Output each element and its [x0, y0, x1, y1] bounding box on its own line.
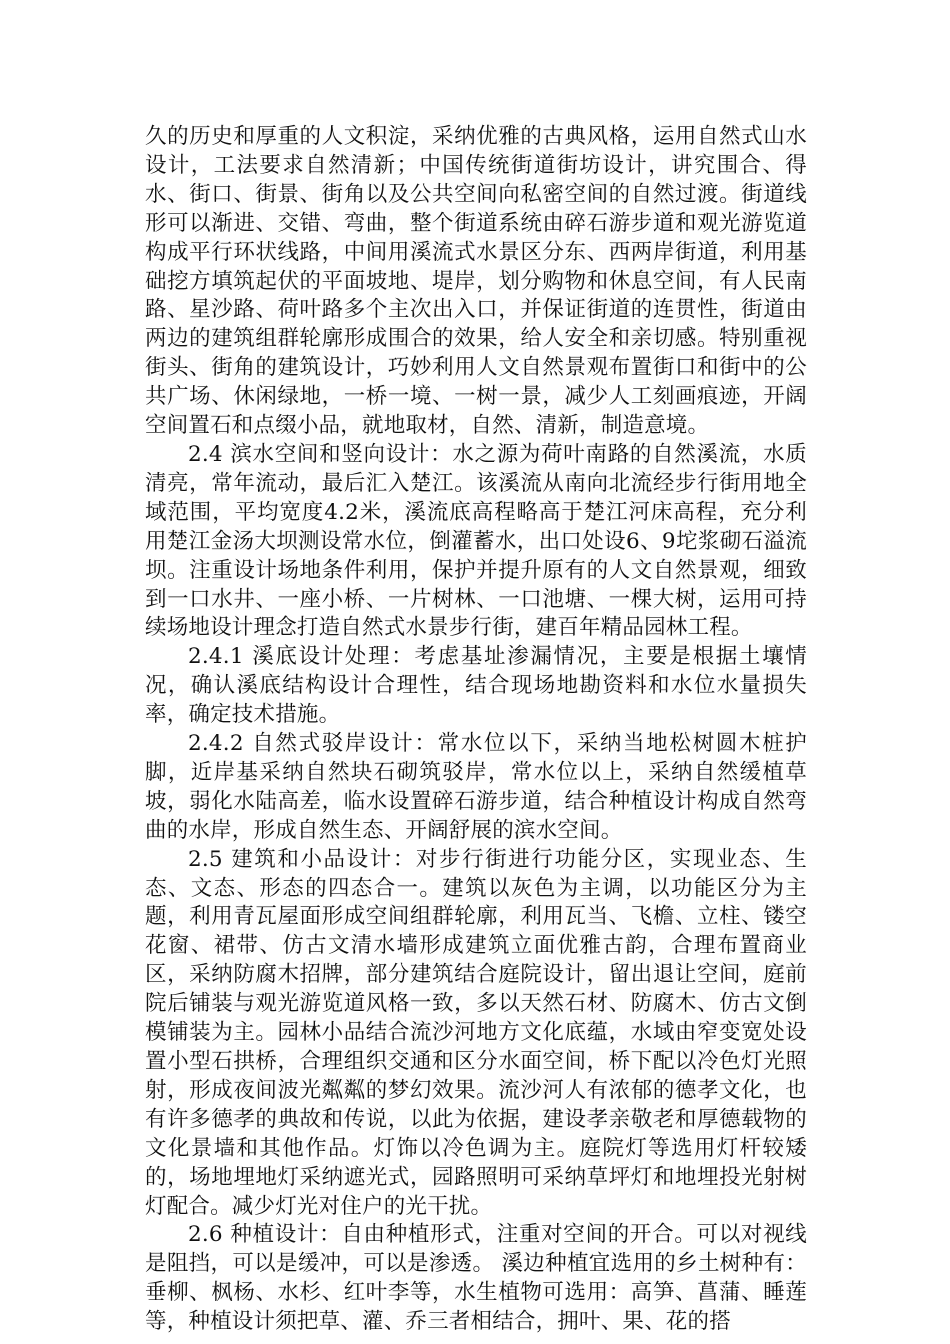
paragraph-2-4-2-revetment: 2.4.2 自然式驳岸设计：常水位以下，采纳当地松树圆木桩护脚，近岸基采纳自然块石砌筑驳岸，常水位以上，采纳自然缓植草坡，弱化水陆高差，临水设置碎石游步道，结合种植设计构成自然弯曲的水岸，形成自然生态、开阔舒展的滨水空间。: [145, 731, 807, 843]
paragraph-2-4-1-stream-bed: 2.4.1 溪底设计处理：考虑基址渗漏情况，主要是根据土壤情况，确认溪底结构设计合理性，结合现场地勘资料和水位水量损失率，确定技术措施。: [145, 644, 807, 728]
paragraph-2-4-waterfront-design: 2.4 滨水空间和竖向设计：水之源为荷叶南路的自然溪流，水质清亮，常年流动，最后汇入楚江。该溪流从南向北流经步行街用地全域范围，平均宽度4.2米，溪流底高程略高于楚江河床高程，充分利用楚江金汤大坝测设常水位，倒灌蓄水，出口处设6、9坨浆砌石溢流坝。注重设计场地条件利用，保护并提升原有的人文自然景观，细致到一口水井、一座小桥、一片树林、一口池塘、一棵大树，运用可持续场地设计理念打造自然式水景步行街，建百年精品园林工程。: [145, 441, 807, 641]
document-body: [145, 123, 807, 1337]
paragraph-2-5-architecture: 2.5 建筑和小品设计：对步行街进行功能分区，实现业态、生态、文态、形态的四态合一。建筑以灰色为主调，以功能区分为主题，利用青瓦屋面形成空间组群轮廓，利用瓦当、飞檐、立柱、镂空花窗、裙带、仿古文清水墙形成建筑立面优雅古韵，合理布置商业区，采纳防腐木招牌，部分建筑结合庭院设计，留出退让空间，庭前院后铺装与观光游览道风格一致，多以天然石材、防腐木、仿古文倒模铺装为主。园林小品结合流沙河地方文化底蕴，水域由窄变宽处设置小型石拱桥，合理组织交通和区分水面空间，桥下配以冷色灯光照射，形成夜间波光粼粼的梦幻效果。流沙河人有浓郁的德孝文化，也有许多德孝的典故和传说，以此为依据，建设孝亲敬老和厚德载物的文化景墙和其他作品。灯饰以冷色调为主。庭院灯等选用灯杆较矮的，场地埋地灯采纳遮光式，园路照明可采纳草坪灯和地埋投光射树灯配合。减少灯光对住户的光干扰。: [145, 846, 807, 1219]
paragraph-continued: 久的历史和厚重的人文积淀，采纳优雅的古典风格，运用自然式山水设计，工法要求自然清新；中国传统街道街坊设计，讲究围合、得水、街口、街景、街角以及公共空间向私密空间的自然过渡。街道线形可以渐进、交错、弯曲，整个街道系统由碎石游步道和观光游览道构成平行环状线路，中间用溪流式水景区分东、西两岸街道，利用基础挖方填筑起伏的平面坡地、堤岸，划分购物和休息空间，有人民南路、星沙路、荷叶路多个主次出入口，并保证街道的连贯性，街道由两边的建筑组群轮廓形成围合的效果，给人安全和亲切感。特别重视街头、街角的建筑设计，巧妙利用人文自然景观布置街口和街中的公共广场、休闲绿地，一桥一境、一树一景，减少人工刻画痕迹，开阔空间置石和点缀小品，就地取材，自然、清新，制造意境。: [145, 124, 807, 439]
paragraph-2-6-planting: 2.6 种植设计：自由种植形式，注重对空间的开合。可以对视线是阻挡，可以是缓冲，可以是渗透。 溪边种植宜选用的乡土树种有：垂柳、枫杨、水杉、红叶李等，水生植物可选用：高笋、菖蒲、睡莲等，种植设计须把草、灌、乔三者相结合，拥叶、果、花的搭: [145, 1222, 807, 1335]
